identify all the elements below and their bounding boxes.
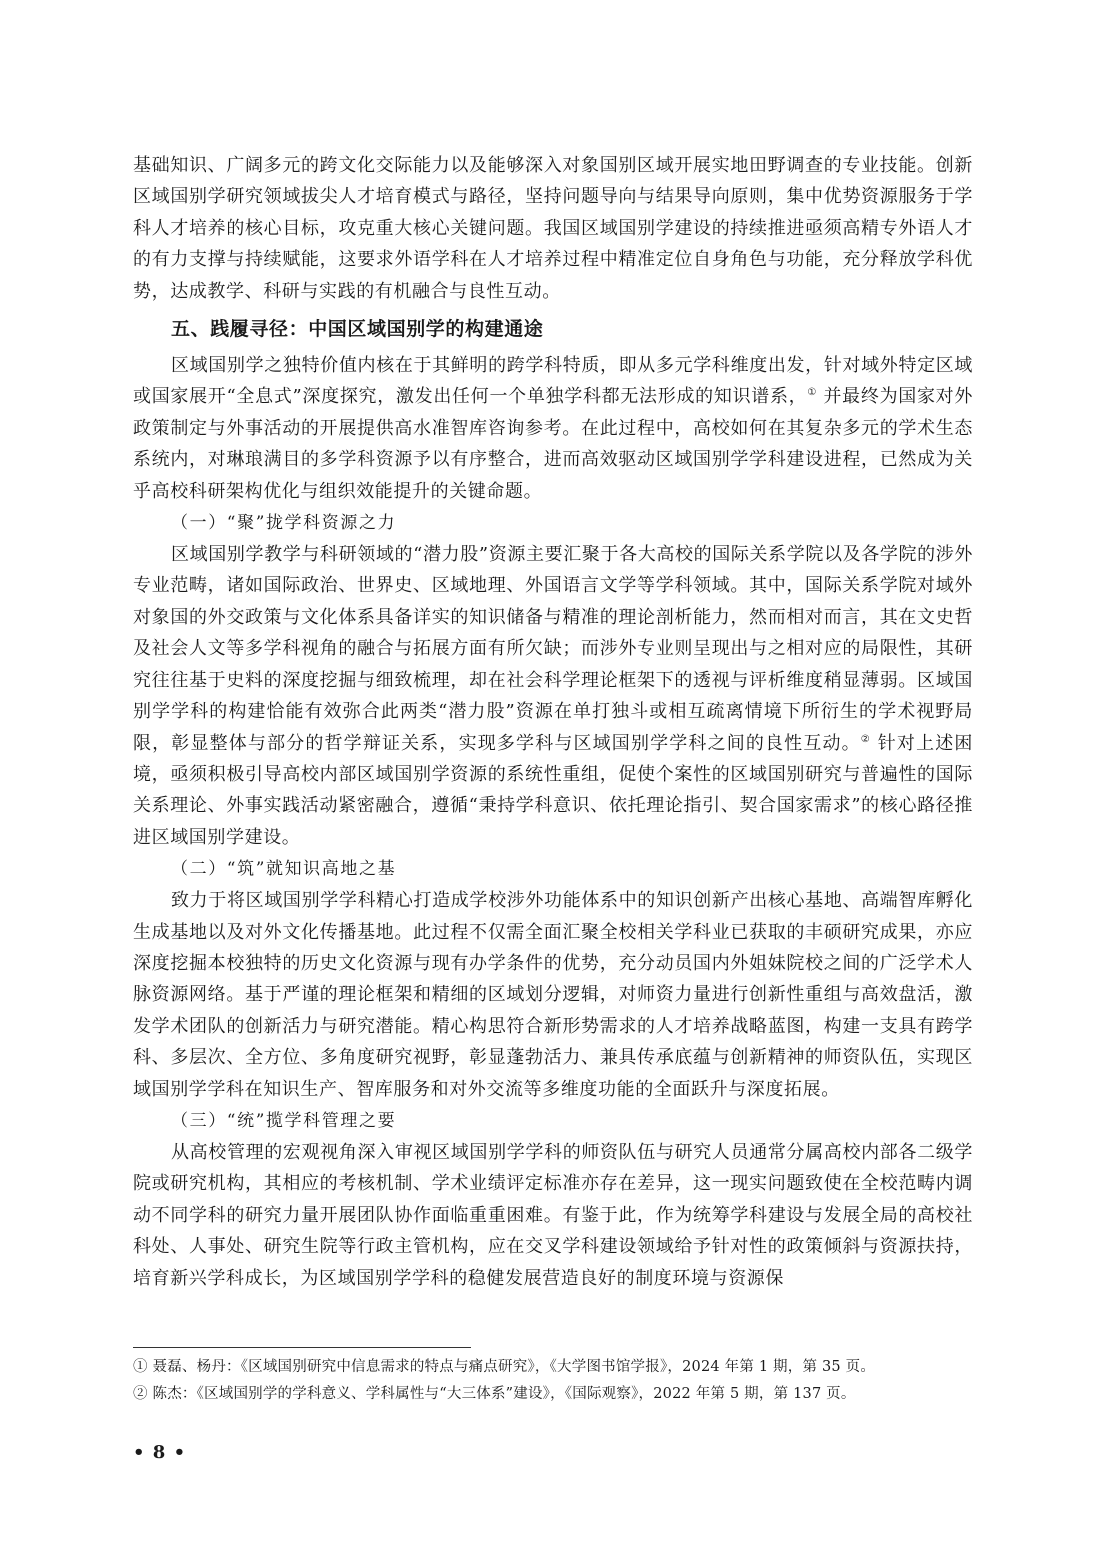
paragraph-continued: 基础知识、广阔多元的跨文化交际能力以及能够深入对象国别区域开展实地田野调查的专业技能。创新区域国别学研究领域拔尖人才培育模式与路径，坚持问题导向与结果导向原则，集中优势资源服务于学科人才培养的核心目标，攻克重大核心关键问题。我国区域国别学建设的持续推进亟须高精专外语人才的有力支撑与持续赋能，这要求外语学科在人才培养过程中精准定位自身角色与功能，充分释放学科优势，达成教学、科研与实践的有机融合与良性互动。 bbox=[133, 155, 973, 302]
footnote-divider bbox=[133, 1347, 471, 1348]
paragraph-4: 从高校管理的宏观视角深入审视区域国别学学科的师资队伍与研究人员通常分属高校内部各二级学院或研究机构，其相应的考核机制、学术业绩评定标准亦存在差异，这一现实问题致使在全校范畴内调动不同学科的研究力量开展团队协作面临重重困难。有鉴于此，作为统筹学科建设与发展全局的高校社科处、人事处、研究生院等行政主管机构，应在交叉学科建设领域给予针对性的政策倾斜与资源扶持，培育新兴学科成长，为区域国别学学科的稳健发展营造良好的制度环境与资源保 bbox=[133, 1141, 973, 1289]
footnote-ref-2[interactable]: ② bbox=[860, 733, 871, 745]
footnote-1: ① 聂磊、杨丹：《区域国别研究中信息需求的特点与痛点研究》，《大学图书馆学报》，2024 年第 1 期，第 35 页。 bbox=[133, 1359, 876, 1375]
paragraph-1-text-b: 并最终为国家对外政策制定与外事活动的开展提供高水准智库咨询参考。在此过程中，高校如何在其复杂多元的学术生态系统内，对琳琅满目的多学科资源予以有序整合，进而高效驱动区域国别学学科建设进程，已然成为关乎高校科研架构优化与组织效能提升的关键命题。 bbox=[133, 386, 973, 502]
article-body bbox=[133, 150, 973, 1294]
subsection-heading-1: （一）“聚”拢学科资源之力 bbox=[171, 513, 397, 534]
footnotes bbox=[133, 1354, 983, 1408]
paragraph-1 bbox=[133, 350, 973, 507]
footnote-ref-1[interactable]: ① bbox=[807, 387, 818, 399]
page-number: • 8 • bbox=[133, 1442, 187, 1463]
paragraph-3: 致力于将区域国别学学科精心打造成学校涉外功能体系中的知识创新产出核心基地、高端智库孵化生成基地以及对外文化传播基地。此过程不仅需全面汇聚全校相关学科业已获取的丰硕研究成果，亦应深度挖掘本校独特的历史文化资源与现有办学条件的优势，充分动员国内外姐妹院校之间的广泛学术人脉资源网络。基于严谨的理论框架和精细的区域划分逻辑，对师资力量进行创新性重组与高效盘活，激发学术团队的创新活力与研究潜能。精心构思符合新形势需求的人才培养战略蓝图，构建一支具有跨学科、多层次、全方位、多角度研究视野，彰显蓬勃活力、兼具传承底蕴与创新精神的师资队伍，实现区域国别学学科在知识生产、智库服务和对外交流等多维度功能的全面跃升与深度拓展。 bbox=[133, 890, 973, 1100]
paragraph-2-text-b: 针对上述困境，亟须积极引导高校内部区域国别学资源的系统性重组，促使个案性的区域国别研究与普遍性的国际关系理论、外事实践活动紧密融合，遵循“秉持学科意识、依托理论指引、契合国家需求”的核心路径推进区域国别学建设。 bbox=[133, 732, 973, 848]
paragraph-2-text-a: 区域国别学教学与科研领域的“潜力股”资源主要汇聚于各大高校的国际关系学院以及各学院的涉外专业范畴，诸如国际政治、世界史、区域地理、外国语言文学等学科领域。其中，国际关系学院对域外对象国的外交政策与文化体系具备详实的知识储备与精准的理论剖析能力，然而相对而言，其在文史哲及社会人文等多学科视角的融合与拓展方面有所欠缺；而涉外专业则呈现出与之相对应的局限性，其研究往往基于史料的深度挖掘与细致梳理，却在社会科学理论框架下的透视与评析维度稍显薄弱。区域国别学学科的构建恰能有效弥合此两类“潜力股”资源在单打独斗或相互疏离情境下所衍生的学术视野局限，彰显整体与部分的哲学辩证关系，实现多学科与区域国别学学科之间的良性互动。 bbox=[133, 544, 973, 754]
subsection-heading-2: （二）“筑”就知识高地之基 bbox=[171, 859, 397, 880]
subsection-heading-3: （三）“统”揽学科管理之要 bbox=[171, 1110, 397, 1131]
paragraph-1-text-a: 区域国别学之独特价值内核在于其鲜明的跨学科特质，即从多元学科维度出发，针对域外特定区域或国家展开“全息式”深度探究，激发出任何一个单独学科都无法形成的知识谱系， bbox=[133, 355, 973, 408]
paragraph-2 bbox=[133, 539, 973, 853]
footnote-2: ② 陈杰：《区域国别学的学科意义、学科属性与“大三体系”建设》，《国际观察》，2022 年第 5 期，第 137 页。 bbox=[133, 1386, 856, 1402]
section-heading: 五、践履寻径：中国区域国别学的构建通途 bbox=[171, 318, 544, 341]
